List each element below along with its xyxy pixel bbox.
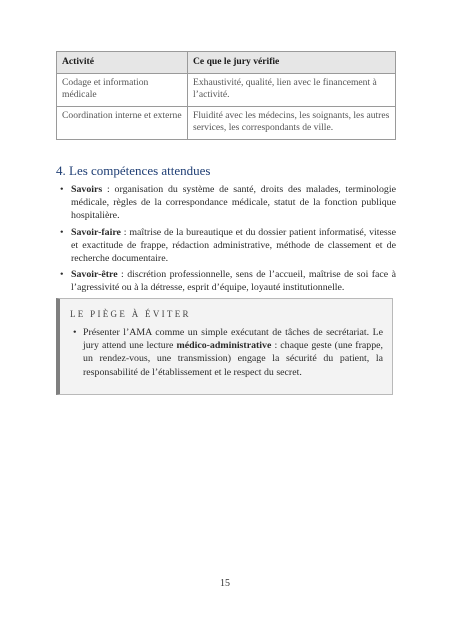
callout-text-before: Présenter l’AMA comme un simple exécutant de tâches de secrétariat. Le jury attend une lecture [83, 327, 383, 352]
callout-text-after: : chaque geste (une frappe, un rendez-vous, une transmission) engage la sécurité du patient, la responsabilité de l’établissement et le respect du secret. [83, 340, 383, 378]
bullet-icon: • [73, 327, 77, 338]
table-cell: Coordination interne et externe [57, 106, 188, 139]
callout-emphasis: médico-administrative [176, 340, 272, 352]
table-cell: Codage et information médicale [57, 73, 188, 106]
list-item-text: : discrétion professionnelle, sens de l’accueil, maîtrise de soi face à l’agressivité ou à la détresse, esprit d’équipe, loyauté institutionnelle. [71, 269, 396, 294]
page-number: 15 [220, 578, 230, 589]
callout-item [70, 326, 383, 379]
table-header-jury: Ce que le jury vérifie [188, 52, 396, 74]
callout-list [70, 326, 383, 379]
table-header-row [57, 52, 396, 74]
bullet-icon: • [60, 226, 64, 238]
section-title: 4. Les compétences attendues [56, 163, 211, 178]
bullet-icon: • [60, 269, 64, 281]
bullet-icon: • [60, 184, 64, 195]
table-row [57, 106, 396, 139]
list-item-text: : maîtrise de la bureautique et du dossier patient informatisé, vitesse et exactitude de frappe, rédaction administrative, méthode de classement et de recherche documentaire. [71, 226, 396, 265]
table-cell: Exhaustivité, qualité, lien avec le financement à l’activité. [188, 73, 396, 106]
competence-table [56, 51, 396, 140]
table-row [57, 73, 396, 106]
warning-callout [56, 298, 393, 395]
list-item-text: : organisation du système de santé, droits des malades, terminologie médicale, règles de la correspondance médicale, statut de la fonction publique hospitalière. [71, 184, 396, 222]
list-item-term: Savoir-faire [71, 226, 121, 238]
list-item-term: Savoirs [71, 184, 103, 195]
table-cell: Fluidité avec les médecins, les soignants, les autres services, les correspondants de ville. [188, 106, 396, 139]
callout-title: LE PIÈGE À ÉVITER [70, 309, 191, 319]
list-item-savoir-faire [56, 226, 396, 266]
list-item-term: Savoir-être [71, 269, 118, 281]
list-item-savoir-etre [56, 268, 396, 294]
list-item-savoirs [56, 183, 396, 223]
competence-list [56, 183, 396, 298]
table-header-activite: Activité [57, 52, 188, 74]
